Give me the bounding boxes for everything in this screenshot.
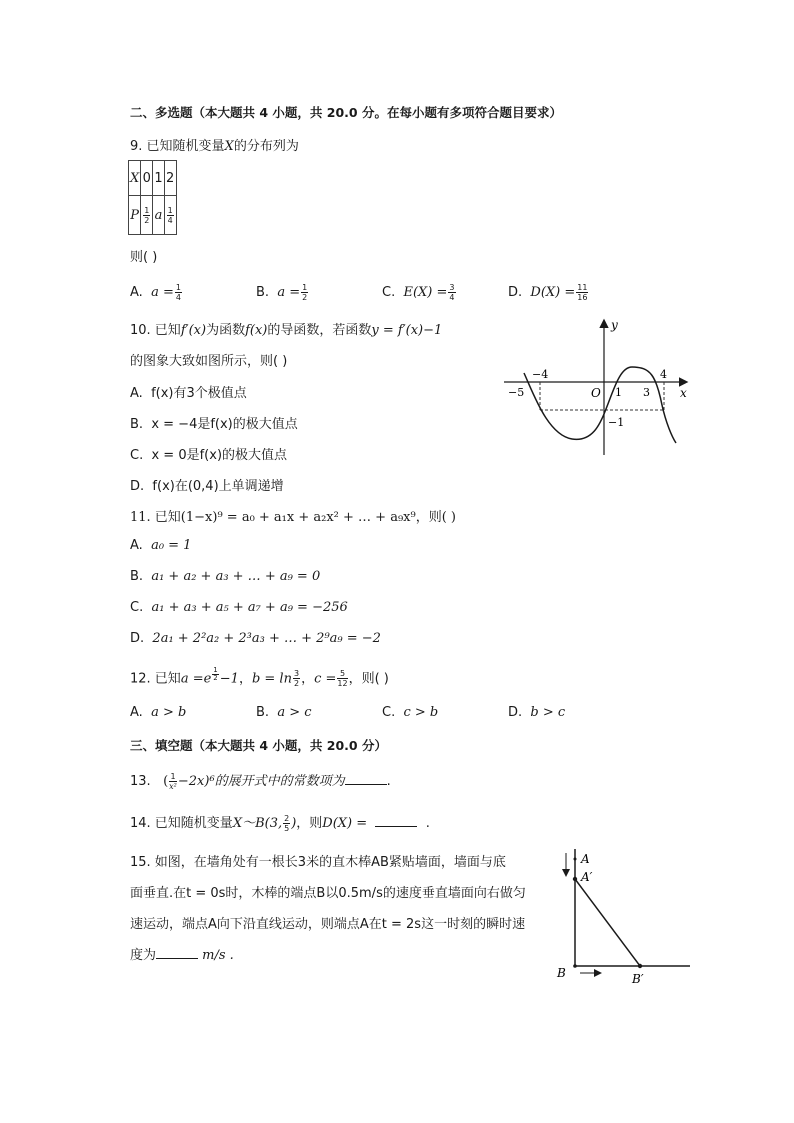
label-b: B <box>557 966 566 980</box>
answer-blank[interactable] <box>156 958 198 959</box>
point-b <box>573 964 577 968</box>
question-12-option-a: A. a > b <box>130 705 187 720</box>
question-9-option-d: D. D(X) = $\frac{11}{16}$ <box>508 283 588 302</box>
table-cell: a <box>153 196 164 235</box>
origin-label: O <box>591 386 601 400</box>
table-cell: 2 <box>164 161 176 196</box>
question-15-line-4: 度为 m/s . <box>130 948 234 963</box>
label-a: A <box>581 852 590 866</box>
section-title-fill-in: 三、填空题（本大题共 4 小题，共 20.0 分） <box>130 738 387 753</box>
question-11-option-b: B. a₁ + a₂ + a₃ + … + a₉ = 0 <box>130 569 321 584</box>
question-12-stem: 12. 已知a =e $^{\frac{1}{2}}$ −1，b = ln $\frac{3}{2}$ ，c = $\frac{5}{12}$ ，则( ) <box>130 666 389 689</box>
table-cell: $\frac{1}{4}$ <box>164 196 176 235</box>
question-10-graph <box>500 315 700 465</box>
table-header-p: P <box>129 196 141 235</box>
question-15-figure <box>552 845 697 985</box>
question-9-then: 则( ) <box>130 250 158 265</box>
question-14-stem: 14. 已知随机变量X～B(3, $\frac{2}{5}$ )，则D(X) = . <box>130 814 430 833</box>
distribution-table <box>128 160 177 235</box>
table-cell: 1 <box>153 161 164 196</box>
tick-label: −1 <box>608 416 625 429</box>
question-9-option-b: B. a = $\frac{1}{2}$ <box>256 283 308 302</box>
question-15-line-2: 面垂直.在t = 0s时，木棒的端点B以0.5m/s的速度垂直墙面向右做匀 <box>130 886 526 901</box>
question-9-option-c: C. E(X) = $\frac{3}{4}$ <box>382 283 455 302</box>
question-13-stem: 13. ( $\frac{1}{\text{x²}}$ −2x)⁶的展开式中的常数项为 . <box>130 772 391 791</box>
tick-label: 1 <box>615 386 622 399</box>
question-12-option-c: C. c > b <box>382 705 439 720</box>
question-9-stem: 9. 已知随机变量X的分布列为 <box>130 139 299 154</box>
table-cell: $\frac{1}{2}$ <box>141 196 153 235</box>
table-cell: 0 <box>141 161 153 196</box>
x-axis-label: x <box>680 386 687 400</box>
question-10-option-a: A. f(x)有3个极值点 <box>130 386 247 401</box>
label-b-prime: B′ <box>632 972 644 985</box>
point-a-prime <box>573 877 577 881</box>
question-12-option-b: B. a > c <box>256 705 312 720</box>
tick-label: 4 <box>660 368 667 381</box>
y-axis-label: y <box>611 318 618 332</box>
point-b-prime <box>638 964 642 968</box>
section-title-multiple-choice: 二、多选题（本大题共 4 小题，共 20.0 分。在每小题有多项符合题目要求） <box>130 105 562 120</box>
question-11-option-a: A. a₀ = 1 <box>130 538 192 553</box>
question-10-stem: 10. 已知f′(x)为函数f(x)的导函数，若函数y = f′(x)−1 <box>130 323 443 338</box>
label-a-prime: A′ <box>581 870 593 884</box>
question-9-option-a: A. a = $\frac{1}{4}$ <box>130 283 181 302</box>
question-11-option-d: D. 2a₁ + 2²a₂ + 2³a₃ + … + 2⁹a₉ = −2 <box>130 631 381 646</box>
tick-label: −4 <box>532 368 549 381</box>
question-11-stem: 11. 已知(1−x)⁹ = a₀ + a₁x + a₂x² + … + a₉x⁹，则( ) <box>130 510 456 525</box>
question-15-line-3: 速运动，端点A向下沿直线运动，则端点A在t = 2s这一时刻的瞬时速 <box>130 917 526 932</box>
table-header-x: X <box>129 161 141 196</box>
question-11-option-c: C. a₁ + a₃ + a₅ + a₇ + a₉ = −256 <box>130 600 348 615</box>
question-10-option-c: C. x = 0是f(x)的极大值点 <box>130 448 288 463</box>
tick-label: −5 <box>508 386 525 399</box>
tick-label: 3 <box>643 386 650 399</box>
answer-blank[interactable] <box>345 784 387 785</box>
question-10-option-b: B. x = −4是f(x)的极大值点 <box>130 417 298 432</box>
point-a <box>574 858 577 861</box>
answer-blank[interactable] <box>375 826 417 827</box>
question-12-option-d: D. b > c <box>508 705 566 720</box>
question-15-line-1: 15. 如图，在墙角处有一根长3米的直木棒AB紧贴墙面，墙面与底 <box>130 855 506 870</box>
question-10-stem-line2: 的图象大致如图所示，则( ) <box>130 354 288 369</box>
question-10-option-d: D. f(x)在(0,4)上单调递增 <box>130 479 284 494</box>
rod-line <box>575 879 640 966</box>
